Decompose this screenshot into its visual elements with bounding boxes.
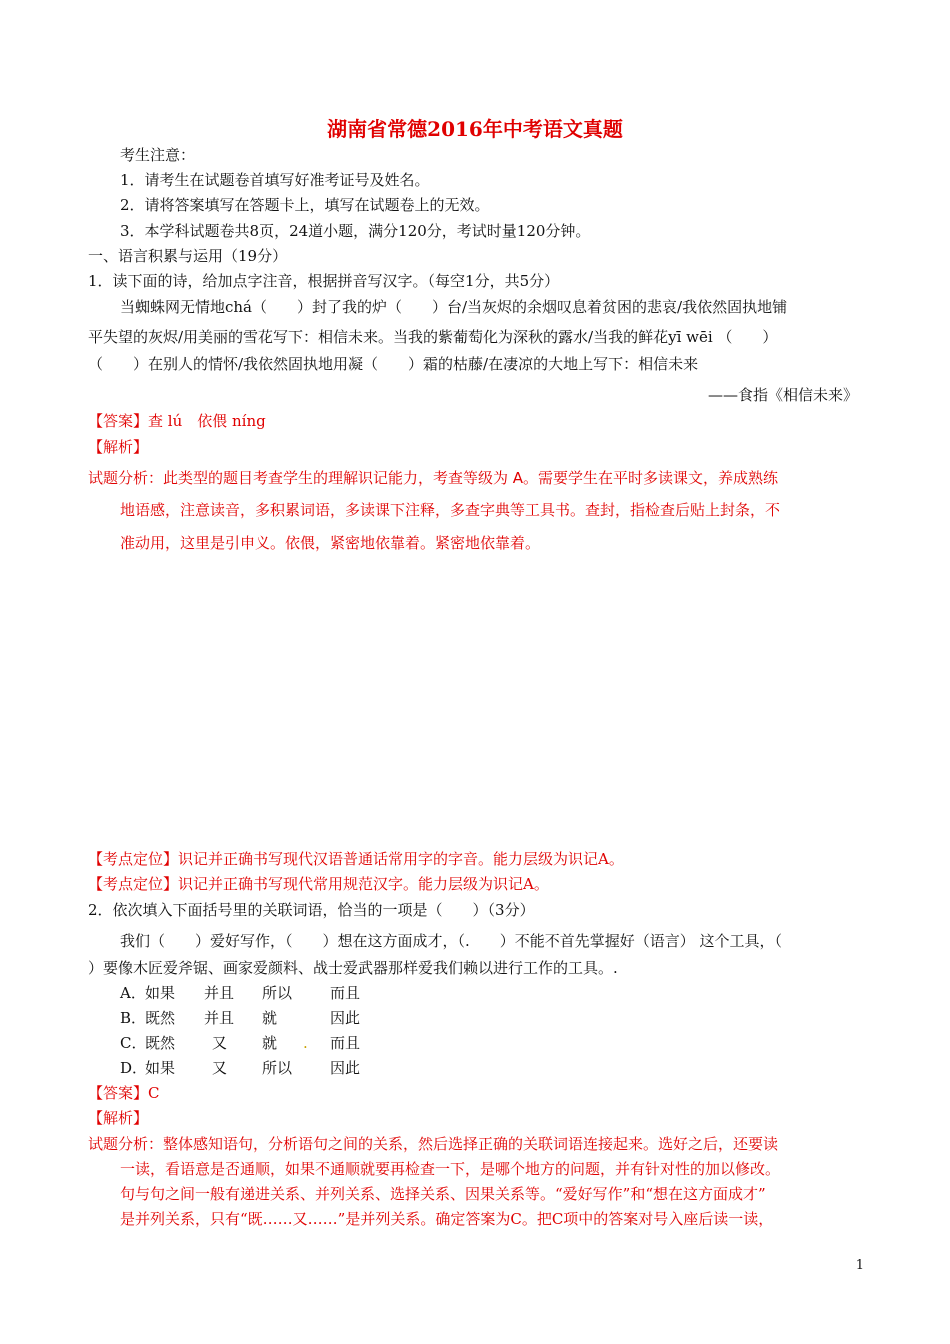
q1-poem-line-1: 当蜘蛛网无情地chá（ ）封了我的炉（ ）台/当灰烬的余烟叹息着贫困的悲哀/我依然固执地铺 (120, 298, 788, 316)
q1-answer-text: 查 lú 依偎 níng (148, 412, 266, 430)
q1-kaodian-2 (88, 873, 549, 895)
q1-answer (88, 410, 266, 432)
q1-kaodian-1 (88, 848, 624, 870)
q2-prompt: 2．依次填入下面括号里的关联词语，恰当的一项是（ ）（3分） (88, 901, 535, 919)
q1-analysis-label: 【解析】 (88, 438, 149, 456)
section-heading: 一、语言积累与运用（19分） (88, 247, 288, 265)
q1-analysis-line-2: 地语感，注意读音，多积累词语，多读课下注释，多查字典等工具书。查封，指检查后贴上封条，不 (120, 501, 781, 519)
page-title: 湖南省常德2016年中考语文真题 (327, 117, 623, 141)
q2-passage-line-1: 我们（ ）爱好写作，（ ）想在这方面成才，（. ）不能不首先掌握好（语言） 这个工具，（ (120, 932, 783, 950)
q2-analysis-line-3: 句与句之间一般有递进关系、并列关系、选择关系、因果关系等。“爱好写作”和“想在这方面成才” (120, 1185, 766, 1203)
q1-prompt: 1．读下面的诗，给加点字注音，根据拼音写汉字。（每空1分，共5分） (88, 272, 560, 290)
q1-analysis-line-3: 准动用，这里是引申义。依偎，紧密地依靠着。紧密地依靠着。 (120, 534, 541, 552)
q2-analysis-label: 【解析】 (88, 1109, 149, 1127)
q1-poem-source: ——食指《相信未来》 (707, 386, 858, 404)
q2-analysis-line-2: 一读，看语意是否通顺，如果不通顺就要再检查一下，是哪个地方的问题，并有针对性的加以修改。 (120, 1160, 781, 1178)
q2-passage-line-2: ）要像木匠爱斧锯、画家爱颜料、战士爱武器那样爱我们赖以进行工作的工具。. (88, 959, 618, 977)
q1-poem-line-3: （ ）在别人的情怀/我依然固执地用凝（ ）霜的枯藤/在凄凉的大地上写下：相信未来 (88, 355, 699, 373)
page-number: 1 (855, 1258, 864, 1273)
q2-answer-text: C (148, 1084, 160, 1102)
notice-item-1: 1．请考生在试题卷首填写好准考证号及姓名。 (120, 171, 430, 189)
q2-answer-label: 【答案】 (88, 1084, 149, 1102)
q2-analysis-line-1: 试题分析：整体感知语句，分析语句之间的关系，然后选择正确的关联词语连接起来。选好之后，还要读 (88, 1135, 779, 1153)
kaodian-label: 【考点定位】 (88, 875, 179, 893)
q1-answer-label: 【答案】 (88, 412, 149, 430)
q2-analysis-line-4: 是并列关系，只有“既……又……”是并列关系。确定答案为C。把C项中的答案对号入座后读一读， (120, 1210, 774, 1228)
document-page: 湖南省常德2016年中考语文真题 考生注意： 1．请考生在试题卷首填写好准考证号及姓名。 2．请将答案填写在答题卡上，填写在试题卷上的无效。 3．本学科试题卷共8页，24道小题，满分120分，考试时量120分钟。 一、语言积累与运用（19分） 1．读下面的诗，给加点字注音，根据拼音写汉字。（每空1分，共5分） 当蜘蛛网无情地chá（ ）封了我的炉（ ）台/当灰烬的余烟叹息着贫困的悲哀/我依然固执地铺 平失望的灰烬/用美丽的雪花写下：相信未来。当我的紫葡萄化为深秋的露水/当我的鲜花yī wēi （ ） （ ）在别人的情怀/我依然固执地用凝（ ）霜的枯藤/在凄凉的大地上写下：相信未来 ——食指《相信未来》 【答案】查 lú 依偎 níng 【解析】 试题分析：此类型的题目考查学生的理解识记能力，考查等级为 A。需要学生在平时多读课文，养成熟练 地语感，注意读音，多积累词语，多读课下注释，多查字典等工具书。查封，指检查后贴上封条，不 准动用，这里是引申义。依偎，紧密地依靠着。紧密地依靠着。 【考点定位】识记并正确书写现代汉语普通话常用字的字音。能力层级为识记A。 【考点定位】识记并正确书写现代常用规范汉字。能力层级为识记A。 2．依次填入下面括号里的关联词语，恰当的一项是（ ）（3分） 我们（ ）爱好写作，（ ）想在这方面成才，（. ）不能不首先掌握好（语言） 这个工具，（ ）要像木匠爱斧锯、画家爱颜料、战士爱武器那样爱我们赖以进行工作的工具。. A． 如果 并且 所以 而且 B． 既然 并且 就 因此 C． 既然 又 就 . 而且 D． 如果 又 所以 因此 【答案】C 【解析】 试题分析：整体感知语句，分析语句之间的关系，然后选择正确的关联词语连接起来。选好之后，还要读 一读，看语意是否通顺，如果不通顺就要再检查一下，是哪个地方的问题，并有针对性的加以修改。 句与句之间一般有递进关系、并列关系、选择关系、因果关系等。“爱好写作”和“想在这方面成才” 是并列关系，只有“既……又……”是并列关系。确定答案为C。把C项中的答案对号入座后读一读， 1 (0, 0, 950, 1344)
stray-dot-mark: . (303, 1034, 308, 1052)
q1-analysis-line-1: 试题分析：此类型的题目考查学生的理解识记能力，考查等级为 A。需要学生在平时多读课文，养成熟练 (88, 469, 779, 487)
q2-answer (88, 1082, 160, 1104)
notice-heading: 考生注意： (120, 146, 196, 164)
kaodian-text: 识记并正确书写现代汉语普通话常用字的字音。能力层级为识记A。 (178, 850, 624, 868)
kaodian-text: 识记并正确书写现代常用规范汉字。能力层级为识记A。 (178, 875, 549, 893)
q1-poem-line-2: 平失望的灰烬/用美丽的雪花写下：相信未来。当我的紫葡萄化为深秋的露水/当我的鲜花yī wēi （ ） (88, 328, 778, 346)
notice-item-3: 3．本学科试题卷共8页，24道小题，满分120分，考试时量120分钟。 (120, 222, 591, 240)
notice-item-2: 2．请将答案填写在答题卡上，填写在试题卷上的无效。 (120, 196, 490, 214)
kaodian-label: 【考点定位】 (88, 850, 179, 868)
